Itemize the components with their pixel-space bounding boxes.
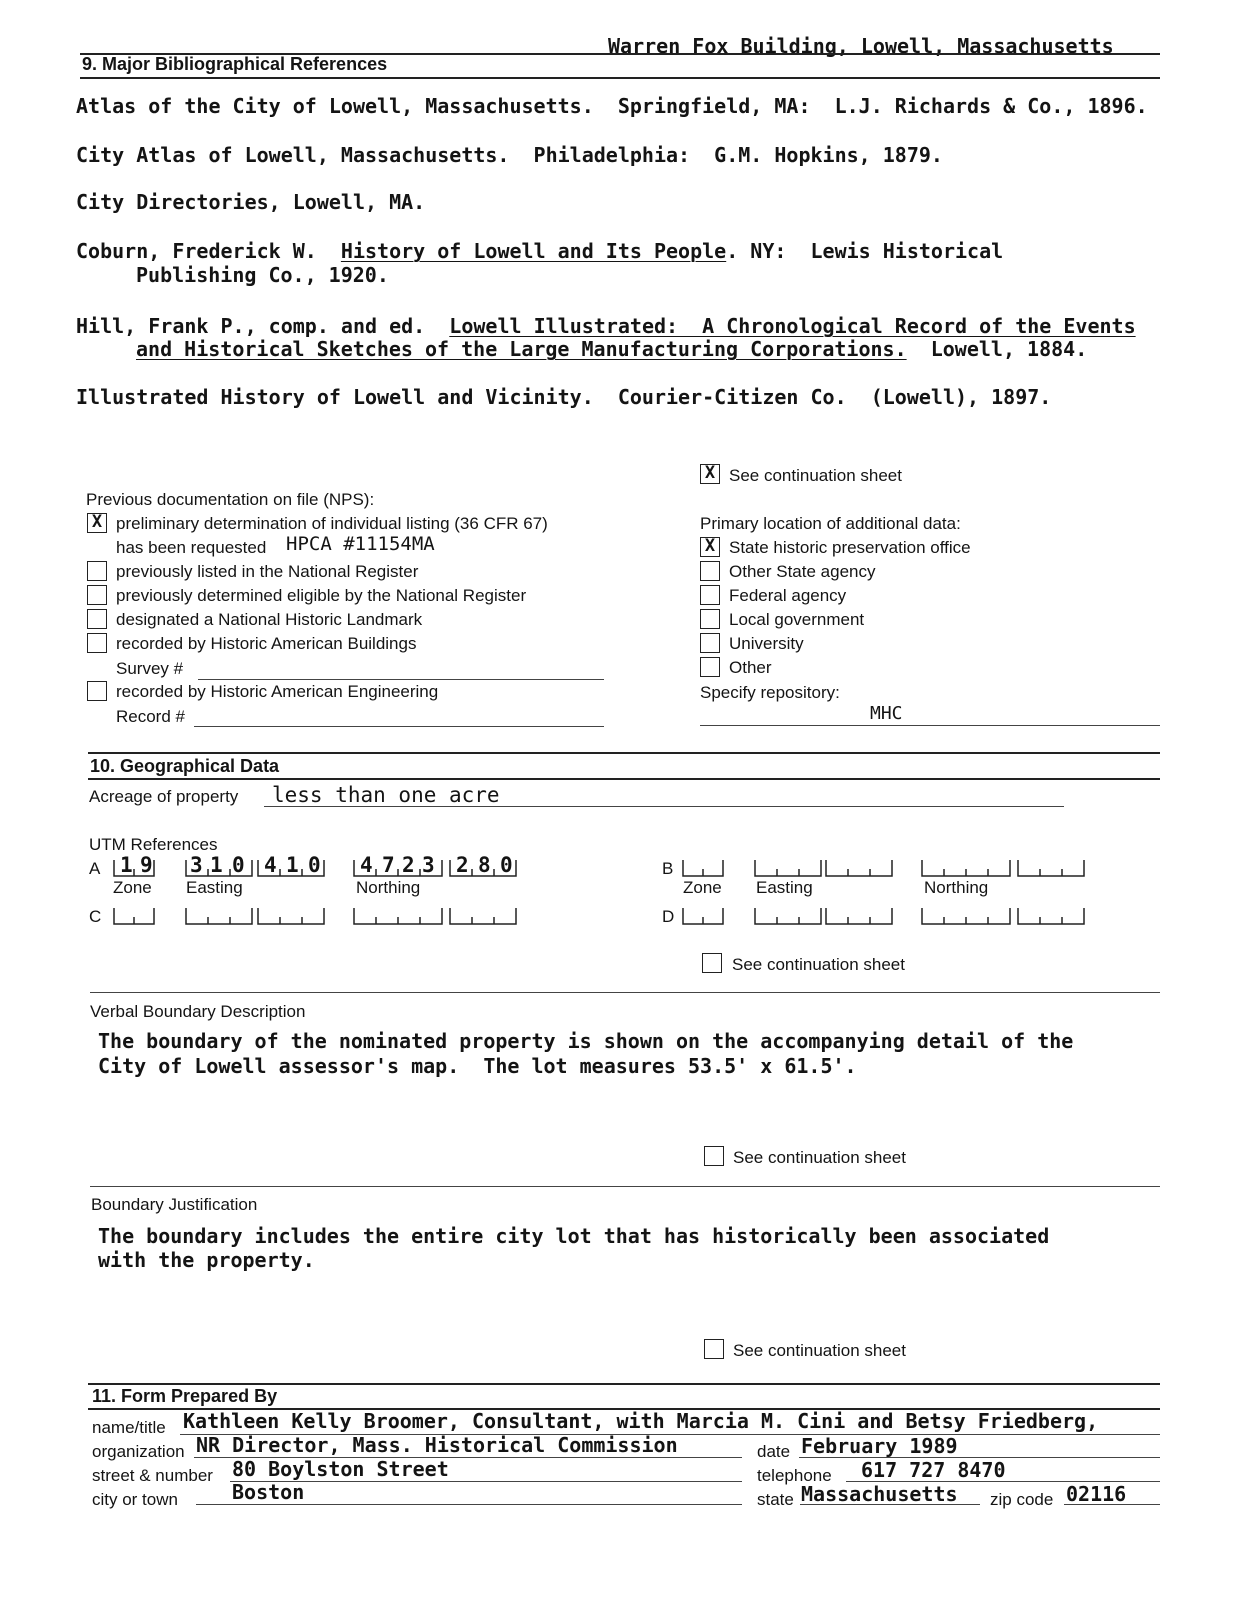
- city-line[interactable]: [196, 1504, 742, 1505]
- zip-label: zip code: [990, 1490, 1054, 1509]
- state-value: Massachusetts: [801, 1482, 958, 1506]
- primary-label-other: Other: [729, 658, 772, 677]
- street-value: 80 Boylston Street: [232, 1457, 449, 1481]
- reference-title: Lowell Illustrated: A Chronological Record of the Events: [449, 314, 1136, 338]
- utm-title: UTM References: [89, 835, 218, 854]
- utm-box-group[interactable]: [826, 908, 892, 924]
- section10-title: 10. Geographical Data: [90, 756, 280, 776]
- primary-label-federal: Federal agency: [729, 586, 847, 605]
- continuation-label-9: See continuation sheet: [729, 466, 902, 485]
- organization-value: NR Director, Mass. Historical Commission: [196, 1433, 678, 1457]
- utm-box-group[interactable]: [683, 860, 723, 876]
- name-title-label: name/title: [92, 1418, 166, 1437]
- utm-box-group[interactable]: [922, 860, 1010, 876]
- utm-box-group[interactable]: [1018, 908, 1084, 924]
- prev-doc-label-preliminary: preliminary determination of individual listing (36 CFR 67): [116, 514, 548, 533]
- street-line[interactable]: [230, 1481, 742, 1482]
- utm-digit: 0: [308, 853, 321, 877]
- reference-text: City Atlas of Lowell, Massachusetts. Philadelphia: G.M. Hopkins, 1879.: [76, 143, 943, 167]
- utm-box-group[interactable]: [186, 908, 252, 924]
- reference-publisher: . NY: Lewis Historical: [726, 239, 1004, 263]
- section11-rule-top: [88, 1383, 1160, 1385]
- acreage-value: less than one acre: [272, 783, 500, 807]
- reference-author: Coburn, Frederick W.: [76, 239, 341, 263]
- utm-box-group[interactable]: [755, 908, 821, 924]
- northing-label-b: Northing: [924, 878, 989, 897]
- repository-value: MHC: [870, 703, 903, 724]
- utm-letter-a: A: [89, 859, 101, 878]
- reference-text: City Directories, Lowell, MA.: [76, 190, 426, 214]
- continuation-checkbox-justification[interactable]: [704, 1339, 724, 1359]
- section9-title: 9. Major Bibliographical References: [82, 54, 388, 74]
- continuation-label-justification: See continuation sheet: [733, 1341, 906, 1360]
- prev-doc-label-buildings: recorded by Historic American Buildings: [116, 634, 417, 653]
- repository-label: Specify repository:: [700, 683, 840, 702]
- primary-location-title: Primary location of additional data:: [700, 514, 961, 533]
- utm-letter-c: C: [89, 907, 102, 926]
- telephone-value: 617 727 8470: [861, 1458, 1006, 1482]
- justification-line-1: The boundary includes the entire city lot that has historically been associated: [98, 1224, 1050, 1248]
- utm-box-group[interactable]: [114, 908, 154, 924]
- requested-value: HPCA #11154MA: [286, 533, 435, 555]
- utm-box-group[interactable]: [450, 908, 516, 924]
- primary-checkbox-shpo[interactable]: X: [700, 537, 720, 557]
- justification-line-2: with the property.: [98, 1248, 315, 1272]
- requested-label: has been requested: [116, 538, 267, 557]
- reference-text: Illustrated History of Lowell and Vicinity. Courier-Citizen Co. (Lowell), 1897.: [76, 385, 1052, 409]
- continuation-checkbox-verbal[interactable]: [704, 1146, 724, 1166]
- prev-doc-checkbox-preliminary[interactable]: X: [87, 513, 107, 533]
- primary-label-state-agency: Other State agency: [729, 562, 876, 581]
- utm-box-group[interactable]: [1018, 860, 1084, 876]
- city-value: Boston: [232, 1480, 305, 1504]
- date-value: February 1989: [801, 1434, 958, 1458]
- zone-label-a: Zone: [113, 878, 152, 897]
- state-line[interactable]: [800, 1504, 980, 1505]
- continuation-checkbox-9[interactable]: X: [700, 464, 720, 484]
- utm-digit: 8: [478, 853, 491, 877]
- telephone-label: telephone: [757, 1466, 832, 1485]
- continuation-label-verbal: See continuation sheet: [733, 1148, 906, 1167]
- utm-box-group[interactable]: [755, 860, 821, 876]
- verbal-boundary-title: Verbal Boundary Description: [90, 1002, 306, 1021]
- zone-label-b: Zone: [683, 878, 722, 897]
- reference-publisher: Lowell, 1884.: [906, 337, 1088, 361]
- verbal-line-1: The boundary of the nominated property is shown on the accompanying detail of the: [98, 1029, 1074, 1053]
- reference-author: Hill, Frank P., comp. and ed.: [76, 314, 450, 338]
- reference-title: History of Lowell and Its People: [340, 239, 727, 263]
- utm-digit: 0: [500, 853, 513, 877]
- utm-digit: 1: [286, 853, 299, 877]
- section11-title: 11. Form Prepared By: [92, 1386, 278, 1406]
- continuation-checkbox-utm[interactable]: [702, 953, 722, 973]
- date-label: date: [757, 1442, 791, 1461]
- organization-label: organization: [92, 1442, 185, 1461]
- utm-digit: 4: [264, 853, 277, 877]
- previous-documentation-title: Previous documentation on file (NPS):: [86, 490, 375, 509]
- easting-label-b: Easting: [756, 878, 813, 897]
- verbal-line-2: City of Lowell assessor's map. The lot measures 53.5' x 61.5'.: [98, 1054, 857, 1078]
- prev-doc-label-eligible: previously determined eligible by the National Register: [116, 586, 527, 605]
- boundary-justification-title: Boundary Justification: [91, 1195, 258, 1214]
- prev-doc-label-engineering: recorded by Historic American Engineering: [116, 682, 439, 701]
- building-header: Warren Fox Building, Lowell, Massachusetts: [608, 34, 1114, 58]
- utm-digit: 3: [422, 853, 435, 877]
- reference-text: Atlas of the City of Lowell, Massachusetts. Springfield, MA: L.J. Richards & Co., 1896.: [76, 94, 1148, 118]
- primary-label-shpo: State historic preservation office: [729, 538, 971, 557]
- continuation-label-utm: See continuation sheet: [732, 955, 905, 974]
- reference-4-continued: Publishing Co., 1920.: [136, 263, 389, 287]
- utm-box-group[interactable]: [826, 860, 892, 876]
- utm-letter-b: B: [662, 859, 674, 878]
- city-label: city or town: [92, 1490, 178, 1509]
- justification-rule: [90, 1186, 1160, 1187]
- northing-label-a: Northing: [356, 878, 421, 897]
- utm-digit: 1: [210, 853, 223, 877]
- acreage-label: Acreage of property: [89, 787, 239, 806]
- primary-label-local: Local government: [729, 610, 865, 629]
- utm-box-group[interactable]: [922, 908, 1010, 924]
- utm-box-group[interactable]: [683, 908, 723, 924]
- prev-doc-label-landmark: designated a National Historic Landmark: [116, 610, 423, 629]
- utm-box-group[interactable]: [258, 908, 324, 924]
- utm-digit: 9: [140, 853, 153, 877]
- utm-digit: 2: [456, 853, 469, 877]
- utm-digit: 7: [382, 853, 395, 877]
- utm-digit: 4: [360, 853, 373, 877]
- street-label: street & number: [92, 1466, 213, 1485]
- zip-line[interactable]: [1064, 1504, 1160, 1505]
- prev-doc-label-listed: previously listed in the National Register: [116, 562, 419, 581]
- survey-label: Survey #: [116, 659, 184, 678]
- record-label: Record #: [116, 707, 185, 726]
- utm-box-group[interactable]: [354, 908, 442, 924]
- utm-letter-d: D: [662, 907, 675, 926]
- name-title-value: Kathleen Kelly Broomer, Consultant, with Marcia M. Cini and Betsy Friedberg,: [183, 1409, 1099, 1433]
- reference-title-cont: and Historical Sketches of the Large Manufacturing Corporations.: [136, 337, 907, 361]
- utm-digit: 3: [190, 853, 203, 877]
- utm-digit: 2: [402, 853, 415, 877]
- easting-label-a: Easting: [186, 878, 243, 897]
- zip-value: 02116: [1066, 1482, 1127, 1506]
- verbal-rule: [90, 992, 1160, 993]
- utm-digit: 1: [120, 853, 133, 877]
- state-label: state: [757, 1490, 794, 1509]
- utm-digit: 0: [232, 853, 245, 877]
- primary-label-university: University: [729, 634, 804, 653]
